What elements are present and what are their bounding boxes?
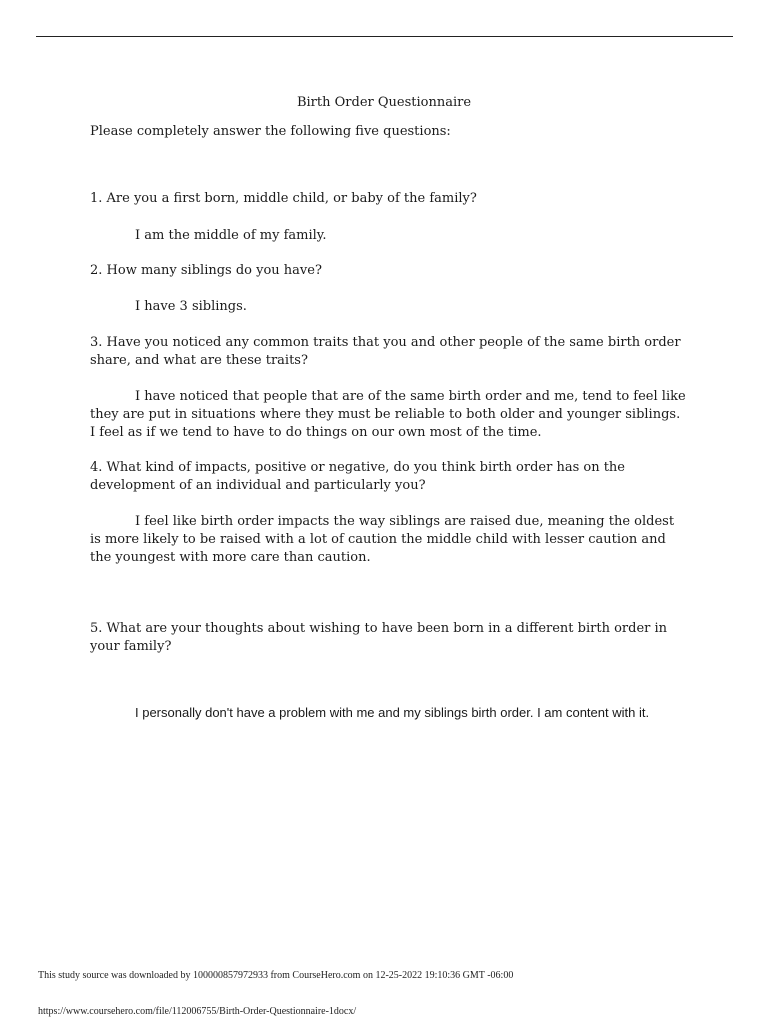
question-3: 3. Have you noticed any common traits that you and other people of the same birth order share, and what are these traits? [90,335,681,368]
answer-1: I am the middle of my family. [135,228,327,243]
answer-4: I feel like birth order impacts the way siblings are raised due, meaning the oldest is more likely to be raised with a lot of caution the middle child with lesser caution and the youngest with more care than caution. [90,514,675,565]
top-divider [36,36,733,37]
answer-2: I have 3 siblings. [135,299,247,314]
footer-url[interactable]: https://www.coursehero.com/file/112006755/Birth-Order-Questionnaire-1docx/ [38,1006,357,1017]
question-4: 4. What kind of impacts, positive or negative, do you think birth order has on the development of an individual and particularly you? [90,460,625,493]
document-title: Birth Order Questionnaire [296,95,472,110]
question-2: 2. How many siblings do you have? [90,263,322,278]
answer-3: I have noticed that people that are of the same birth order and me, tend to feel like they are put in situations where they must be reliable to both older and younger siblings. I feel as if we tend to have to do things on our own most of the time. [90,389,686,440]
intro-text: Please completely answer the following five questions: [90,124,451,139]
answer-5: I personally don't have a problem with me and my siblings birth order. I am content with it. [135,705,650,720]
question-1: 1. Are you a first born, middle child, or baby of the family? [90,191,477,206]
question-5: 5. What are your thoughts about wishing to have been born in a different birth order in your family? [90,621,668,654]
footer-source-note: This study source was downloaded by 100000857972933 from CourseHero.com on 12-25-2022 19:10:36 GMT -06:00 [38,970,514,981]
